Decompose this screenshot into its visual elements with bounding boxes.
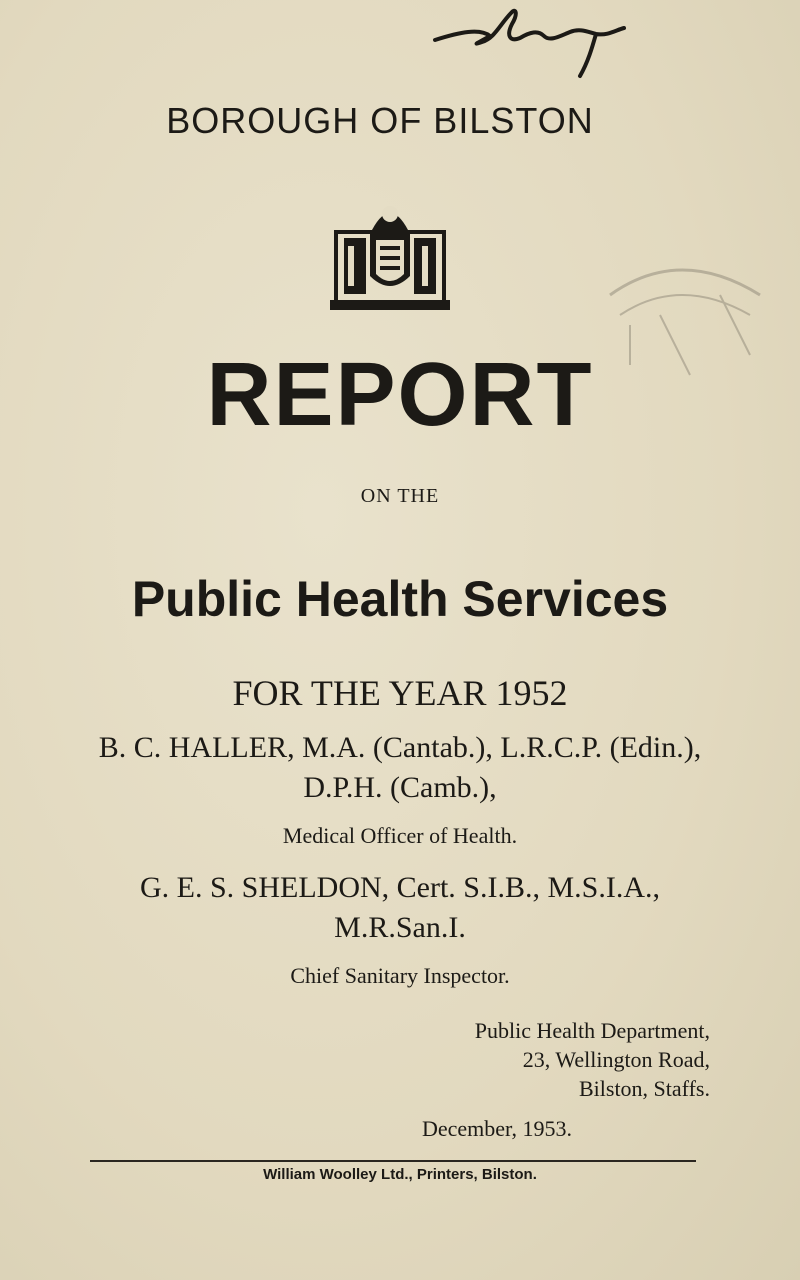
report-title: REPORT: [206, 345, 594, 445]
inspector-name-line2: M.R.San.I.: [334, 911, 466, 944]
coat-of-arms-icon: [326, 192, 454, 320]
printer-credit: William Woolley Ltd., Printers, Bilston.: [263, 1166, 537, 1183]
signature-mark: [420, 2, 650, 82]
address-line2: 23, Wellington Road,: [522, 1047, 710, 1072]
report-date: December, 1953.: [422, 1116, 573, 1141]
divider-rule: [90, 1160, 696, 1162]
borough-heading: BOROUGH OF BILSTON: [166, 100, 594, 141]
address-line1: Public Health Department,: [474, 1018, 710, 1043]
address-line3: Bilston, Staffs.: [578, 1076, 710, 1101]
address-block: [475, 1016, 710, 1103]
inspector-role: Chief Sanitary Inspector.: [290, 963, 510, 988]
officer-name-line2: D.P.H. (Camb.),: [303, 771, 497, 804]
medical-officer-block: [0, 728, 800, 856]
year-line: FOR THE YEAR 1952: [232, 673, 568, 713]
subject-title: Public Health Services: [131, 571, 669, 627]
inspector-name-line1: G. E. S. SHELDON, Cert. S.I.B., M.S.I.A.,: [139, 871, 661, 904]
sanitary-inspector-block: [0, 868, 800, 996]
title-connector: ON THE: [360, 485, 440, 507]
officer-role: Medical Officer of Health.: [282, 823, 518, 848]
officer-name-line1: B. C. HALLER, M.A. (Cantab.), L.R.C.P. (Edin.),: [98, 731, 702, 764]
